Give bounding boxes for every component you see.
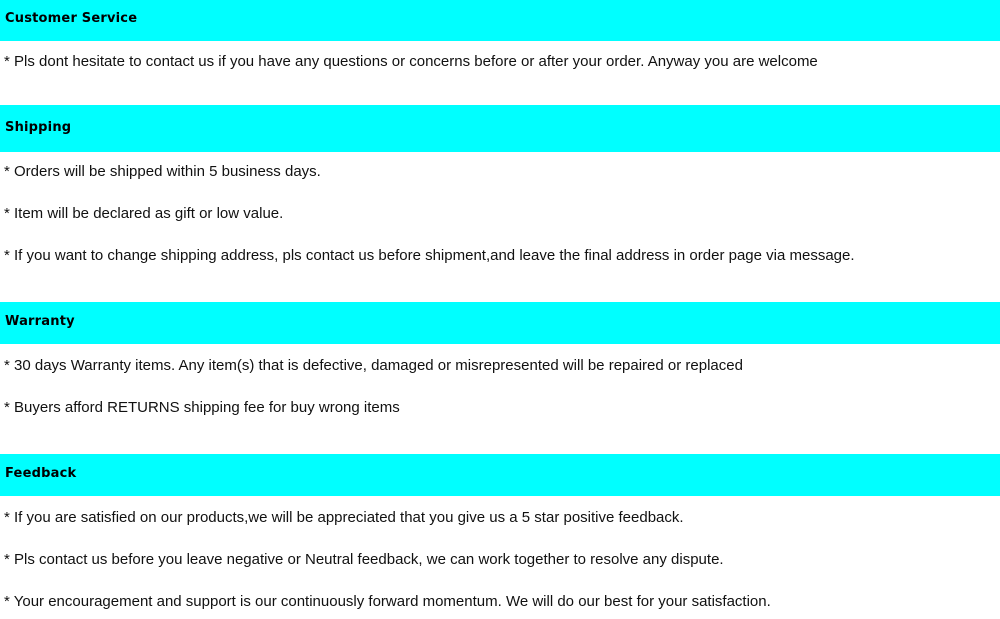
- section-line: * Item will be declared as gift or low value.: [4, 205, 284, 222]
- section-line: * Orders will be shipped within 5 business days.: [4, 163, 321, 180]
- section-header-warranty: [0, 302, 1000, 344]
- section-title: Shipping: [5, 120, 72, 135]
- section-line: * 30 days Warranty items. Any item(s) that is defective, damaged or misrepresented will be repaired or replaced: [4, 357, 743, 374]
- section-line: * Pls contact us before you leave negative or Neutral feedback, we can work together to resolve any dispute.: [4, 551, 724, 568]
- section-header-shipping: [0, 105, 1000, 152]
- section-line: * Pls dont hesitate to contact us if you have any questions or concerns before or after your order. Anyway you are welcome: [4, 53, 818, 70]
- section-title: Warranty: [5, 314, 75, 329]
- section-line: * If you want to change shipping address, pls contact us before shipment,and leave the final address in order page via message.: [4, 247, 855, 264]
- section-header-customer-service: [0, 0, 1000, 41]
- section-title: Feedback: [5, 466, 77, 481]
- section-line: * Your encouragement and support is our continuously forward momentum. We will do our best for your satisfaction.: [4, 593, 771, 610]
- section-line: * If you are satisfied on our products,we will be appreciated that you give us a 5 star positive feedback.: [4, 509, 684, 526]
- section-header-feedback: [0, 454, 1000, 496]
- section-title: Customer Service: [5, 11, 138, 26]
- section-line: * Buyers afford RETURNS shipping fee for buy wrong items: [4, 399, 400, 416]
